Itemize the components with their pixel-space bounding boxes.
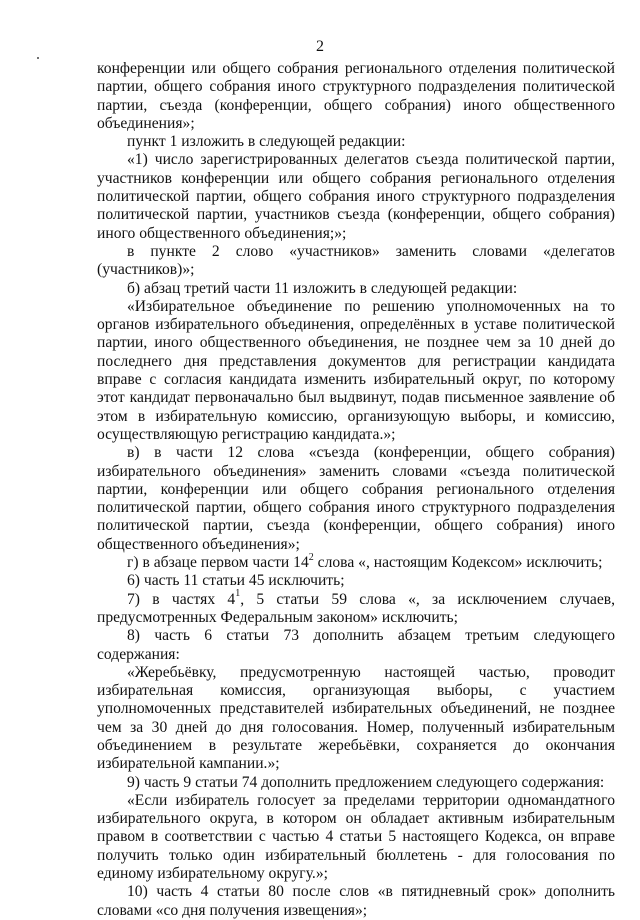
paragraph: 6) часть 11 статьи 45 исключить; (127, 572, 345, 590)
scan-speck (37, 57, 39, 59)
paragraph-text: г) в абзаце первом части 14 (127, 554, 309, 572)
page-number: 2 (316, 38, 324, 55)
superscript: 2 (308, 551, 314, 563)
paragraph: 10) часть 4 статьи 80 после слов «в пятидневный срок» дополнить словами «со дня получения извещения»; (97, 883, 615, 919)
paragraph: в) в части 12 слова «съезда (конференции, общего собрания) избирательного объединения» заменить словами «съезда политической партии, конференции или общего собрания регионального отделения политической партии, общего собрания иного структурного подразделения политической партии, съезда (конференции, общего собрания) иного общественного объединения»; (97, 444, 615, 553)
paragraph-text: , 5 статьи 59 слова «, за исключением случаев, предусмотренных Федеральным законом» исключить; (97, 590, 616, 626)
paragraph: б) абзац третий части 11 изложить в следующей редакции: (127, 279, 518, 297)
paragraph: пункт 1 изложить в следующей редакции: (127, 133, 406, 151)
paragraph (97, 551, 615, 572)
paragraph: «Если избиратель голосует за пределами территории одномандатного избирательного округа, в котором он обладает активным избирательным правом в соответствии с частью 4 статьи 5 настоящего Кодекса, он вправе получить только один избирательный бюллетень - для голосования по единому избирательному округу.»; (97, 791, 615, 883)
paragraph: 8) часть 6 статьи 73 дополнить абзацем третьим следующего содержания: (97, 627, 615, 663)
paragraph: «Жеребьёвку, предусмотренную настоящей частью, проводит избирательная комиссия, организующая выборы, с участием уполномоченных представителей избирательных объединений, не позднее чем за 30 дней до дня голосования. Номер, полученный избирательным объединением в результате жеребьёвки, сохраняется до окончания избирательной кампании.»; (97, 663, 615, 773)
paragraph: конференции или общего собрания регионального отделения политической партии, общего собрания иного структурного подразделения политической партии, съезда (конференции, общего собрания) иного общественного объединения»; (97, 60, 615, 132)
paragraph-text: 7) в частях 4 (127, 590, 236, 608)
paragraph (97, 588, 616, 628)
paragraph-text: слова «, настоящим Кодексом» исключить; (313, 554, 603, 572)
superscript: 1 (235, 588, 241, 600)
document-body (97, 60, 615, 920)
paragraph: 9) часть 9 статьи 74 дополнить предложением следующего содержания: (127, 773, 605, 791)
paragraph: «Избирательное объединение по решению уполномоченных на то органов избирательного объединения, определённых в уставе политической партии, иного общественного объединения, не позднее чем за 10 дней до последнего дня представления документов для регистрации кандидата вправе с согласия кандидата изменить избирательный округ, по которому этот кандидат первоначально был выдвинут, подав письменное заявление об этом в избирательную комиссию, организующую выборы, и комиссию, осуществляющую регистрацию кандидата.»; (97, 297, 615, 443)
paragraph: «1) число зарегистрированных делегатов съезда политической партии, участников конференции или общего собрания регионального отделения политической партии, общего собрания иного структурного подразделения политической партии, участников съезда (конференции, общего собрания) иного общественного объединения;»; (97, 151, 615, 242)
paragraph: в пункте 2 слово «участников» заменить словами «делегатов (участников)»; (97, 242, 615, 279)
